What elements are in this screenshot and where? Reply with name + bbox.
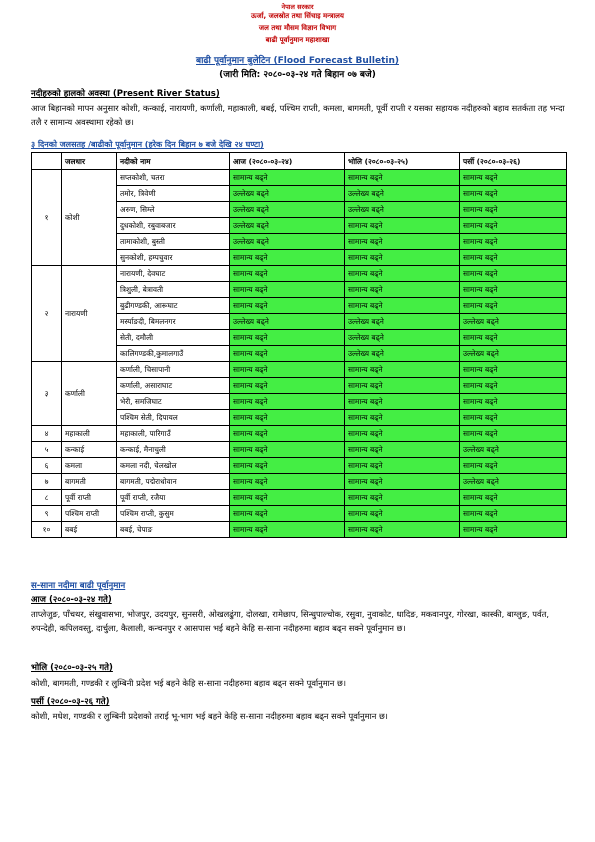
river-station: सुनकोशी, हम्पचुवार [117,250,230,266]
table-row [32,362,567,378]
forecast-tomorrow: सामान्य बढ्ने [345,218,460,234]
col-tomorrow: भोलि (२०८०-०३-२५) [345,153,460,170]
basin-name: बागमती [62,474,117,490]
forecast-today: सामान्य बढ्ने [230,506,345,522]
header-ministry: ऊर्जा, जलस्रोत तथा सिंचाइ मन्त्रालय [251,12,344,20]
small-rivers-today-text: ताप्लेजुङ, पाँचथर, संखुवासभा, भोजपुर, उदयपुर, सुनसरी, ओखलढुंगा, दोलखा, रामेछाप, सिन्धुपाल्चोक, रसुवा, नुवाकोट, धादिङ, मकवानपुर, गोरखा, कास्की, बाग्लुङ, पर्वत, रुपन्देही, कपिलवस्तु, दार्चुला, कैलाली, कन्चनपुर र आसपास भई बहने केहि स-साना नदीहरुमा बहाव बढ्न सक्ने पूर्वानुमान छ। [31,609,549,633]
col-number [32,153,62,170]
river-station: तामाकोशी, बुस्ती [117,234,230,250]
forecast-tomorrow: सामान्य बढ्ने [345,474,460,490]
table-row [32,490,567,506]
forecast-day-after: सामान्य बढ्ने [460,490,567,506]
river-station: कर्णाली, चिसापानी [117,362,230,378]
basin-name: कमला [62,458,117,474]
forecast-today: उल्लेख्य बढ्ने [230,234,345,250]
river-station: बबई, चेपाङ [117,522,230,538]
forecast-today: सामान्य बढ्ने [230,298,345,314]
forecast-tomorrow: सामान्य बढ्ने [345,266,460,282]
forecast-tomorrow: सामान्य बढ्ने [345,410,460,426]
basin-name: नारायणी [62,266,117,362]
forecast-day-after: सामान्य बढ्ने [460,170,567,186]
forecast-tomorrow: सामान्य बढ्ने [345,426,460,442]
forecast-tomorrow: सामान्य बढ्ने [345,282,460,298]
forecast-day-after: सामान्य बढ्ने [460,522,567,538]
forecast-tomorrow: सामान्य बढ्ने [345,250,460,266]
forecast-today: उल्लेख्य बढ्ने [230,186,345,202]
table-row [32,266,567,282]
forecast-tomorrow: सामान्य बढ्ने [345,362,460,378]
header-department: जल तथा मौसम विज्ञान विभाग [258,24,337,32]
forecast-tomorrow: उल्लेख्य बढ्ने [345,330,460,346]
basin-number: ५ [32,442,62,458]
forecast-day-after: सामान्य बढ्ने [460,426,567,442]
basin-number: ७ [32,474,62,490]
forecast-tomorrow: सामान्य बढ्ने [345,298,460,314]
small-rivers-dayafter-text: कोशी, मधेश, गण्डकी र लुम्बिनी प्रदेशको तराई भू-भाग भई बहने केहि स-साना नदीहरुमा बहाव बढ्न सक्ने पूर्वानुमान छ। [31,711,388,721]
forecast-today: सामान्य बढ्ने [230,282,345,298]
basin-number: ८ [32,490,62,506]
forecast-day-after: सामान्य बढ्ने [460,410,567,426]
forecast-today: सामान्य बढ्ने [230,426,345,442]
forecast-day-after: सामान्य बढ्ने [460,458,567,474]
forecast-tomorrow: उल्लेख्य बढ्ने [345,314,460,330]
forecast-day-after: सामान्य बढ्ने [460,506,567,522]
river-station: अरुण, सिम्ले [117,202,230,218]
river-station: कालिगण्डकी,कुमालगाउँ [117,346,230,362]
forecast-day-after: सामान्य बढ्ने [460,202,567,218]
forecast-day-after: सामान्य बढ्ने [460,234,567,250]
river-station: पश्चिम राप्ती, कुसुम [117,506,230,522]
river-station: भेरी, समजिघाट [117,394,230,410]
forecast-day-after: सामान्य बढ्ने [460,282,567,298]
col-day-after: पर्सी (२०८०-०३-२६) [460,153,567,170]
forecast-tomorrow: उल्लेख्य बढ्ने [345,186,460,202]
forecast-today: उल्लेख्य बढ्ने [230,314,345,330]
river-station: पश्चिम सेती, दिपायल [117,410,230,426]
forecast-table [31,152,567,538]
forecast-today: उल्लेख्य बढ्ने [230,202,345,218]
river-station: दुधकोशी, रबुवाबजार [117,218,230,234]
forecast-tomorrow: सामान्य बढ्ने [345,490,460,506]
small-rivers-today-label: आज (२०८०-०३-२४ गते) [31,595,112,605]
forecast-today: सामान्य बढ्ने [230,346,345,362]
basin-number: ६ [32,458,62,474]
forecast-tomorrow: सामान्य बढ्ने [345,458,460,474]
col-basin: जलधार [62,153,117,170]
basin-number: २ [32,266,62,362]
forecast-day-after: सामान्य बढ्ने [460,250,567,266]
basin-name: पूर्वी राप्ती [62,490,117,506]
river-station: नारायणी, देवघाट [117,266,230,282]
present-status-text: आज बिहानको मापन अनुसार कोशी, कन्काई, नारायणी, कर्णाली, महाकाली, बबई, पश्चिम राप्ती, कमला, बागमती, पूर्वी राप्ती र यसका सहायक नदीहरुको बहाव सतर्कता तह भन्दा तलै र सामान्य अवस्थामा रहेको छ। [31,103,565,127]
forecast-tomorrow: सामान्य बढ्ने [345,442,460,458]
forecast-day-after: सामान्य बढ्ने [460,378,567,394]
forecast-tomorrow: सामान्य बढ्ने [345,378,460,394]
forecast-day-after: सामान्य बढ्ने [460,186,567,202]
basin-name: कन्काई [62,442,117,458]
forecast-today: सामान्य बढ्ने [230,266,345,282]
col-river: नदीको नाम [117,153,230,170]
forecast-day-after: उल्लेख्य बढ्ने [460,314,567,330]
forecast-today: सामान्य बढ्ने [230,522,345,538]
basin-name: बबई [62,522,117,538]
river-station: मर्स्याङदी, बिमलनगर [117,314,230,330]
forecast-today: सामान्य बढ्ने [230,170,345,186]
forecast-today: सामान्य बढ्ने [230,378,345,394]
table-row [32,426,567,442]
forecast-tomorrow: सामान्य बढ्ने [345,234,460,250]
header-government: नेपाल सरकार [281,3,314,11]
forecast-tomorrow: उल्लेख्य बढ्ने [345,202,460,218]
river-station: त्रिशुली, बेत्रावती [117,282,230,298]
forecast-today: सामान्य बढ्ने [230,394,345,410]
forecast-tomorrow: सामान्य बढ्ने [345,170,460,186]
forecast-today: सामान्य बढ्ने [230,474,345,490]
river-station: पूर्वी राप्ती, रजैया [117,490,230,506]
small-rivers-tomorrow-label: भोलि (२०८०-०३-२५ गते) [31,663,113,673]
basin-number: १ [32,170,62,266]
basin-name: कोशी [62,170,117,266]
forecast-day-after: सामान्य बढ्ने [460,330,567,346]
river-station: सप्तकोशी, चतरा [117,170,230,186]
river-station: सेती, दमौली [117,330,230,346]
forecast-heading: ३ दिनको जलसतह /बाढीको पूर्वानुमान (हरेक दिन बिहान ७ बजे देखि २४ घण्टा) [31,140,264,149]
basin-number: ३ [32,362,62,426]
river-station: महाकाली, पारिगाउँ [117,426,230,442]
river-station: बुढीगण्डकी, आरूघाट [117,298,230,314]
forecast-day-after: उल्लेख्य बढ्ने [460,442,567,458]
small-rivers-heading: स-साना नदीमा बाढी पूर्वानुमान [31,581,126,591]
col-today: आज (२०८०-०३-२४) [230,153,345,170]
forecast-day-after: सामान्य बढ्ने [460,394,567,410]
forecast-tomorrow: सामान्य बढ्ने [345,394,460,410]
table-row [32,170,567,186]
header-division: बाढी पूर्वानुमान महाशाखा [265,36,330,44]
small-rivers-dayafter-label: पर्सी (२०८०-०३-२६ गते) [31,697,110,707]
forecast-day-after: उल्लेख्य बढ्ने [460,474,567,490]
table-row [32,506,567,522]
forecast-today: सामान्य बढ्ने [230,442,345,458]
table-row [32,458,567,474]
river-station: बागमती, पद्मेराधोवान [117,474,230,490]
forecast-today: सामान्य बढ्ने [230,410,345,426]
river-station: कमला नदी, चेलखोल [117,458,230,474]
basin-number: ४ [32,426,62,442]
forecast-day-after: सामान्य बढ्ने [460,218,567,234]
river-station: कर्णाली, असाराघाट [117,378,230,394]
forecast-today: सामान्य बढ्ने [230,362,345,378]
present-status-heading: नदीहरुको हालको अवस्था (Present River Status) [31,89,220,99]
forecast-day-after: उल्लेख्य बढ्ने [460,346,567,362]
forecast-tomorrow: उल्लेख्य बढ्ने [345,346,460,362]
forecast-today: सामान्य बढ्ने [230,490,345,506]
forecast-tomorrow: सामान्य बढ्ने [345,506,460,522]
river-station: तमोर, त्रिवेणी [117,186,230,202]
forecast-table-header [32,153,567,170]
forecast-today: उल्लेख्य बढ्ने [230,218,345,234]
forecast-today: सामान्य बढ्ने [230,330,345,346]
basin-name: पश्चिम राप्ती [62,506,117,522]
bulletin-title: बाढी पूर्वानुमान बुलेटिन (Flood Forecast Bulletin) [196,56,399,66]
basin-name: कर्णाली [62,362,117,426]
forecast-today: सामान्य बढ्ने [230,458,345,474]
table-row [32,474,567,490]
forecast-tomorrow: सामान्य बढ्ने [345,522,460,538]
issued-date: (जारी मिति: २०८०-०३-२४ गते बिहान ०७ बजे) [219,70,376,80]
basin-number: १० [32,522,62,538]
forecast-day-after: सामान्य बढ्ने [460,266,567,282]
river-station: कन्काई, मैनाचुली [117,442,230,458]
basin-number: ९ [32,506,62,522]
forecast-day-after: सामान्य बढ्ने [460,362,567,378]
forecast-today: सामान्य बढ्ने [230,250,345,266]
small-rivers-tomorrow-text: कोशी, बागमती, गण्डकी र लुम्बिनी प्रदेश भई बहने केहि स-साना नदीहरुमा बहाव बढ्न सक्ने पूर्वानुमान छ। [31,678,347,688]
basin-name: महाकाली [62,426,117,442]
table-row [32,442,567,458]
forecast-day-after: सामान्य बढ्ने [460,298,567,314]
table-row [32,522,567,538]
